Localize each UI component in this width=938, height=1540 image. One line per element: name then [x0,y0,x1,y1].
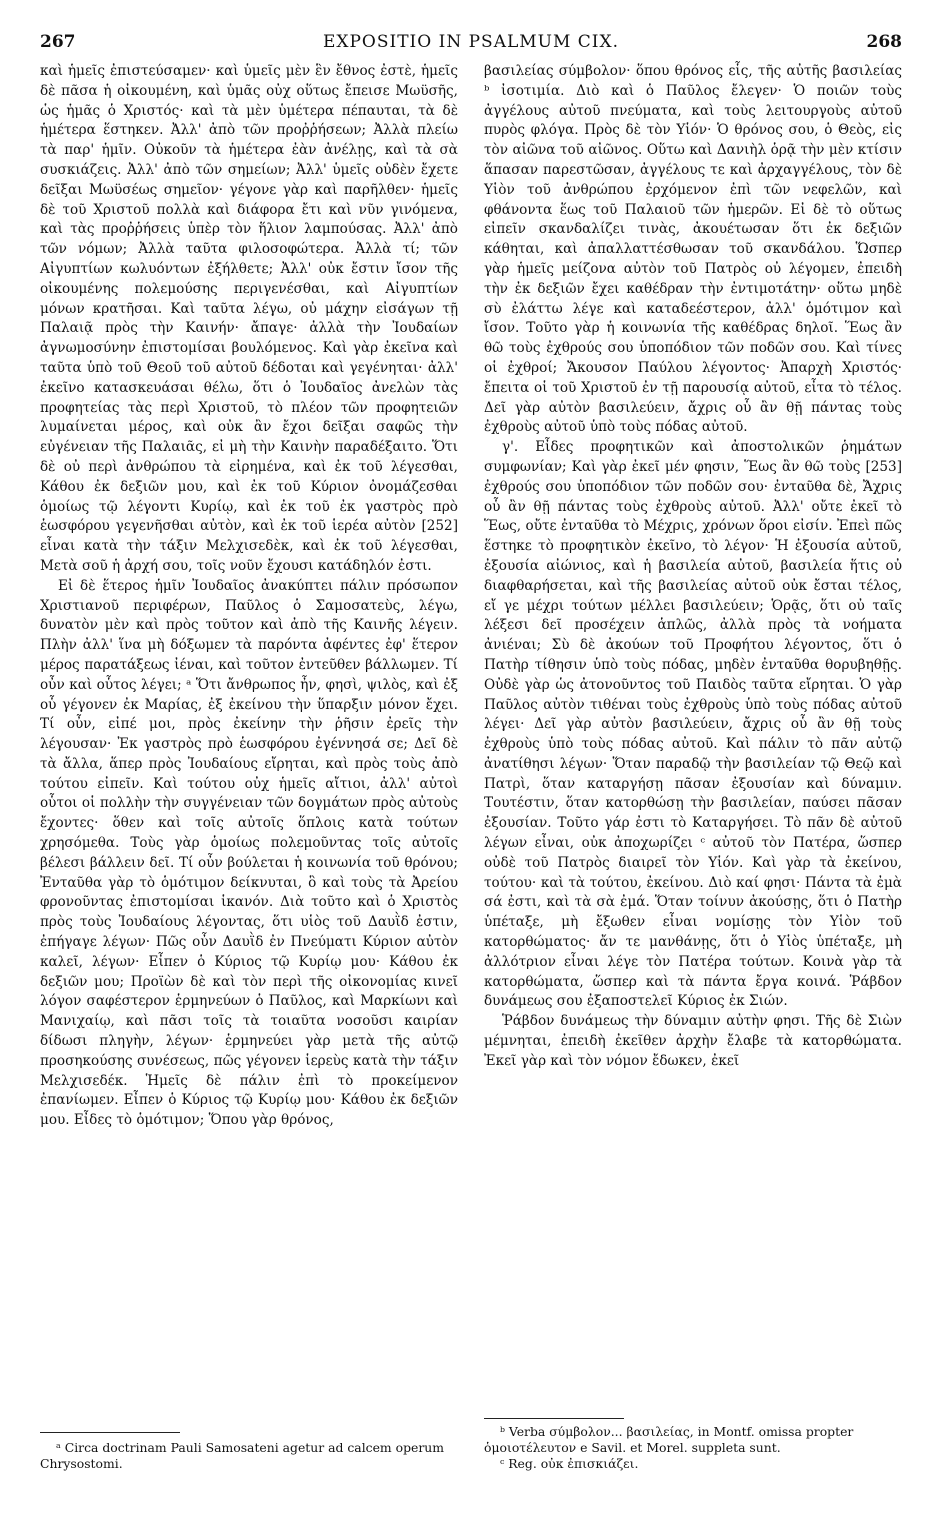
footnote-b: ᵇ Verba σύμβολον... βασιλείας, in Montf. omissa propter ὁμοιοτέλευτον e Savil. et Morel. suppleta sunt. [484,1424,854,1455]
running-title: EXPOSITIO IN PSALMUM CIX. [322,32,620,52]
footnotes-left [40,1440,458,1472]
footnote-a: ᵃ Circa doctrinam Pauli Samosateni agetur ad calcem operum Chrysostomi. [40,1440,444,1471]
footnote-c: ᶜ Reg. οὐκ ἐπισκιάζει. [500,1456,639,1471]
left-column [40,62,458,1131]
left-paragraph-1: καὶ ἡμεῖς ἐπιστεύσαμεν· καὶ ὑμεῖς μὲν ἓν ἔθνος ἐστὲ, ἡμεῖς δὲ πᾶσα ἡ οἰκουμένη, καὶ ὑμᾶς οὐχ οὕτως ἔπεισε Μωϋσῆς, ὡς ἡμᾶς ὁ Χριστός· καὶ τὰ μὲν ὑμέτερα πέπαυται, τὰ δὲ ἡμέτερα ἕστηκεν. Ἀλλ' ἀπὸ τῶν προῤῥήσεων; Ἀλλὰ πλείω τὰ παρ' ἡμῖν. Οὐκοῦν τὰ ἡμέτερα ἐὰν ἀνέλῃς, καὶ τὰ σὰ συσκιάζεις. Ἀλλ' ἀπὸ τῶν σημείων; Ἀλλ' ὑμεῖς οὐδὲν ἔχετε δεῖξαι Μωϋσέως σημεῖον· γέγονε γὰρ καὶ παρῆλθεν· ἡμεῖς δὲ τοῦ Χριστοῦ πολλὰ καὶ διάφορα ἔτι καὶ νῦν γινόμενα, καὶ τὰς προῤῥήσεις ὑπὲρ τὸν ἥλιον λαμπούσας. Ἀλλ' ἀπὸ τῶν νόμων; Ἀλλὰ ταῦτα φιλοσοφώτερα. Ἀλλὰ τί; τῶν Αἰγυπτίων κωλυόντων ἐξήλθετε; Ἀλλ' οὐκ ἔστιν ἴσον τῆς οἰκουμένης πολεμούσης περιγενέσθαι, καὶ Αἰγυπτίων μόνων κρατῆσαι. Καὶ ταῦτα λέγω, οὐ μάχην εἰσάγων τῇ Παλαιᾷ πρὸς τὴν Καινήν· ἄπαγε· ἀλλὰ τὴν Ἰουδαίων ἀγνωμοσύνην ἐπιστομίσαι βουλόμενος. Καὶ γὰρ ἐκεῖνα καὶ ταῦτα ὑπὸ τοῦ Θεοῦ τοῦ αὐτοῦ δέδοται καὶ γεγένηται· ἀλλ' ἐκεῖνο κατασκευάσαι θέλω, ὅτι ὁ Ἰουδαῖος ἀνελὼν τὰς προφητείας τὰς περὶ Χριστοῦ, τὸ πλέον τῶν προφητειῶν λυμαίνεται μέρος, καὶ οὐκ ἂν ἔχοι δεῖξαι σαφῶς τὴν εὐγένειαν τῆς Παλαιᾶς, εἰ μὴ τὴν Καινὴν παραδέξαιτο. Ὅτι δὲ οὐ περὶ ἀνθρώπου τὰ εἰρημένα, καὶ ἐκ τοῦ λέγεσθαι, Κάθου ἐκ δεξιῶν μου, καὶ ἐκ τοῦ Κύριον ὀνομάζεσθαι ὁμοίως τῷ λέγοντι Κυρίῳ, καὶ ἐκ τοῦ ἐκ γαστρὸς πρὸ ἑωσφόρου γεγενῆσθαι αὐτὸν, καὶ ἐκ τοῦ ἱερέα αὐτὸν [252] εἶναι κατὰ τὴν τάξιν Μελχισεδὲκ, καὶ ἐκ τοῦ λέγεσθαι, Μετὰ σοῦ ἡ ἀρχή σου, τοῖς νοῦν ἔχουσι κατάδηλόν ἐστι. [40,63,458,574]
right-paragraph-2: γ'. Εἶδες προφητικῶν καὶ ἀποστολικῶν ῥημάτων συμφωνίαν; Καὶ γὰρ ἐκεῖ μέν φησιν, Ἕως ἂν θῶ τοὺς [253] ἐχθρούς σου ὑποπόδιον τῶν ποδῶν σου· ἐνταῦθα δὲ, Ἄχρις οὗ ἂν θῇ πάντας τοὺς ἐχθροὺς αὐτοῦ. Ἀλλ' οὔτε ἐκεῖ τὸ Ἕως, οὔτε ἐνταῦθα τὸ Μέχρις, χρόνων ὅροι εἰσίν. Ἐπεὶ πῶς ἕστηκε τὸ προφητικὸν ἐκεῖνο, τὸ λέγον· Ἡ ἐξουσία αὐτοῦ, ἐξουσία αἰώνιος, καὶ ἡ βασιλεία αὐτοῦ, βασιλεία ἥτις οὐ διαφθαρήσεται, καὶ τῆς βασιλείας αὐτοῦ οὐκ ἔσται τέλος, εἴ γε μέχρι τούτων μέλλει βασιλεύειν; Ὁρᾷς, ὅτι οὐ ταῖς λέξεσι δεῖ προσέχειν ἁπλῶς, ἀλλὰ πρὸς τὰ νοήματα ἀνιέναι; Σὺ δὲ ἀκούων τοῦ Προφήτου λέγοντος, ὅτι ὁ Πατὴρ τίθησιν ὑπὸ τοὺς πόδας, μηδὲν ἐνταῦθα θορυβηθῇς. Οὐδὲ γὰρ ὡς ἀτονοῦντος τοῦ Παιδὸς ταῦτα εἴρηται. Ὁ γὰρ Παῦλος αὐτὸν τιθέναι τοὺς ἐχθροὺς ὑπὸ τοὺς πόδας αὐτοῦ λέγει· Δεῖ γὰρ αὐτὸν βασιλεύειν, ἄχρις οὗ ἂν θῇ τοὺς ἐχθροὺς ὑπὸ τοὺς πόδας αὐτοῦ. Καὶ πάλιν τὸ πᾶν αὐτῷ ἀνατίθησι λέγων· Ὅταν παραδῷ τὴν βασιλείαν τῷ Θεῷ καὶ Πατρὶ, ὅταν καταργήσῃ πᾶσαν ἐξουσίαν καὶ δύναμιν. Τουτέστιν, ὅταν κατορθώσῃ τὴν βασιλείαν, παύσει πᾶσαν ἐξουσίαν. Τοῦτο γάρ ἐστι τὸ Καταργήσει. Τὸ πᾶν δὲ αὐτοῦ λέγων εἶναι, οὐκ ἀποχωρίζει ᶜ αὐτοῦ τὸν Πατέρα, ὥσπερ οὐδὲ τοῦ Πατρὸς διαιρεῖ τὸν Υἱόν. Καὶ γὰρ τὰ ἐκείνου, τούτου· καὶ τὰ τούτου, ἐκείνου. Διὸ καί φησι· Πάντα τὰ ἐμὰ σά ἐστι, καὶ τὰ σὰ ἐμά. Ὅταν τοίνυν ἀκούσῃς, ὅτι ὁ Πατὴρ ὑπέταξε, μὴ ἔξωθεν εἶναι νομίσῃς τὸν Υἱὸν τοῦ κατορθώματος· ἄν τε μανθάνῃς, ὅτι ὁ Υἱὸς ὑπέταξε, μὴ ἀλλότριον εἶναι λέγε τὸν Πατέρα τούτων. Κοινὰ γὰρ τὰ κατορθώματα, ὥσπερ καὶ τὰ πάντα ἔργα κοινά. Ῥάβδον δυνάμεως σου ἐξαποστελεῖ Κύριος ἐκ Σιών. [484,439,902,1010]
right-column [484,62,902,1072]
footnotes-right [484,1424,902,1472]
page-number-left: 267 [40,32,76,52]
footnote-divider-left [40,1432,180,1433]
right-paragraph-3: Ῥάβδον δυνάμεως τὴν δύναμιν αὐτὴν φησι. Τῆς δὲ Σιὼν μέμνηται, ἐπειδὴ ἐκεῖθεν ἀρχὴν ἔλαβε τὰ κατορθώματα. Ἐκεῖ γὰρ καὶ τὸν νόμον ἔδωκεν, ἐκεῖ [484,1013,902,1069]
footnote-divider-right [484,1418,624,1419]
right-paragraph-1: βασιλείας σύμβολον· ὅπου θρόνος εἷς, τῆς αὐτῆς βασιλείας ᵇ ἰσοτιμία. Διὸ καὶ ὁ Παῦλος ἔλεγεν· Ὁ ποιῶν τοὺς ἀγγέλους αὐτοῦ πνεύματα, καὶ τοὺς λειτουργοὺς αὐτοῦ πυρὸς φλόγα. Πρὸς δὲ τὸν Υἱόν· Ὁ θρόνος σου, ὁ Θεὸς, εἰς τὸν αἰῶνα τοῦ αἰῶνος. Οὕτω καὶ Δανιὴλ ὁρᾷ τὴν μὲν κτίσιν ἅπασαν παρεστῶσαν, ἀγγέλους τε καὶ ἀρχαγγέλους, τὸν δὲ Υἱὸν τοῦ ἀνθρώπου ἐρχόμενον ἐπὶ τῶν νεφελῶν, καὶ φθάνοντα ἕως τοῦ Παλαιοῦ τῶν ἡμερῶν. Εἰ δὲ τὸ οὕτως εἰπεῖν σκανδαλίζει τινὰς, ἀκουέτωσαν ὅτι ἐκ δεξιῶν κάθηται, καὶ ἀπαλλαττέσθωσαν τοῦ σκανδάλου. Ὥσπερ γὰρ ἡμεῖς μείζονα αὐτὸν τοῦ Πατρὸς οὐ λέγομεν, ἐπειδὴ τὴν ἐκ δεξιῶν ἔχει καθέδραν τὴν ἐντιμοτάτην· οὕτω μηδὲ σὺ ἐλάττω λέγε καὶ καταδεέστερον, ἀλλ' ὁμότιμον καὶ ἴσον. Τοῦτο γὰρ ἡ κοινωνία τῆς καθέδρας δηλοῖ. Ἕως ἂν θῶ τοὺς ἐχθρούς σου ὑποπόδιον τῶν ποδῶν σου. Καὶ τίνες οἱ ἐχθροί; Ἄκουσον Παύλου λέγοντος· Ἀπαρχὴ Χριστός· ἔπειτα οἱ τοῦ Χριστοῦ ἐν τῇ παρουσίᾳ αὐτοῦ, εἶτα τὸ τέλος. Δεῖ γὰρ αὐτὸν βασιλεύειν, ἄχρις οὗ ἂν θῇ πάντας τοὺς ἐχθροὺς αὐτοῦ ὑπὸ τοὺς πόδας αὐτοῦ. [484,63,902,436]
running-head [40,32,902,56]
page-number-right: 268 [866,32,902,52]
left-paragraph-2: Εἰ δὲ ἕτερος ἡμῖν Ἰουδαῖος ἀνακύπτει πάλιν πρόσωπον Χριστιανοῦ περιφέρων, Παῦλος ὁ Σαμοσατεὺς, λέγω, δυνατὸν μὲν καὶ πρὸς τοῦτον καὶ ἀπὸ τῆς Καινῆς λέγειν. Πλὴν ἀλλ' ἵνα μὴ δόξωμεν τὰ παρόντα ἀφέντες ἐφ' ἕτερον μέρος παρατάξεως ἰέναι, καὶ τοῦτον ἐντεῦθεν βάλλωμεν. Τί οὖν καὶ οὗτος λέγει; ᵃ Ὅτι ἄνθρωπος ἦν, φησὶ, ψιλὸς, καὶ ἐξ οὗ γέγονεν ἐκ Μαρίας, ἐξ ἐκείνου τὴν ὕπαρξιν μόνον ἔχει. Τί οὖν, εἰπέ μοι, πρὸς ἐκείνην τὴν ῥῆσιν ἐρεῖς τὴν λέγουσαν· Ἐκ γαστρὸς πρὸ ἑωσφόρου ἐγέννησά σε; Δεῖ δὲ τὰ ἄλλα, ἅπερ πρὸς Ἰουδαίους εἴρηται, καὶ πρὸς τοὺς ἀπὸ τούτου εἰπεῖν. Καὶ τούτου οὐχ ἡμεῖς αἴτιοι, ἀλλ' αὐτοὶ οὗτοι οἱ πολλὴν τὴν συγγένειαν τῶν δογμάτων πρὸς αὐτοὺς ἔχοντες· ὅθεν καὶ τοῖς αὐτοῖς ὅπλοις κατὰ τούτων χρησόμεθα. Τοὺς γὰρ ὁμοίως πολεμοῦντας τοῖς αὐτοῖς βέλεσι βάλλειν δεῖ. Τί οὖν βούλεται ἡ κοινωνία τοῦ θρόνου; Ἐνταῦθα γὰρ τὸ ὁμότιμον δείκνυται, ὃ καὶ τοὺς τὰ Ἀρείου φρονοῦντας ἐπιστομίσαι ἱκανόν. Διὰ τοῦτο καὶ ὁ Χριστὸς πρὸς τοὺς Ἰουδαίους λέγοντας, ὅτι υἱὸς τοῦ Δαυῒδ ἐστιν, ἐπήγαγε λέγων· Πῶς οὖν Δαυῒδ ἐν Πνεύματι Κύριον αὐτὸν καλεῖ, λέγων· Εἶπεν ὁ Κύριος τῷ Κυρίῳ μου· Κάθου ἐκ δεξιῶν μου; Προϊὼν δὲ καὶ τὸν περὶ τῆς οἰκονομίας κινεῖ λόγον σαφέστερον ἑρμηνεύων ὁ Παῦλος, καὶ Μαρκίωνι καὶ Μανιχαίῳ, καὶ πᾶσι τοῖς τὰ τοιαῦτα νοσοῦσι καιρίαν δίδωσι πληγὴν, λέγων· ἑρμηνεύει γὰρ μετὰ τῆς αὐτῷ προσηκούσης συνέσεως, πῶς γέγονεν ἱερεὺς κατὰ τὴν τάξιν Μελχισεδέκ. Ἡμεῖς δὲ πάλιν ἐπὶ τὸ προκείμενον ἐπανίωμεν. Εἶπεν ὁ Κύριος τῷ Κυρίῳ μου· Κάθου ἐκ δεξιῶν μου. Εἶδες τὸ ὁμότιμον; Ὅπου γὰρ θρόνος, [40,577,458,1129]
